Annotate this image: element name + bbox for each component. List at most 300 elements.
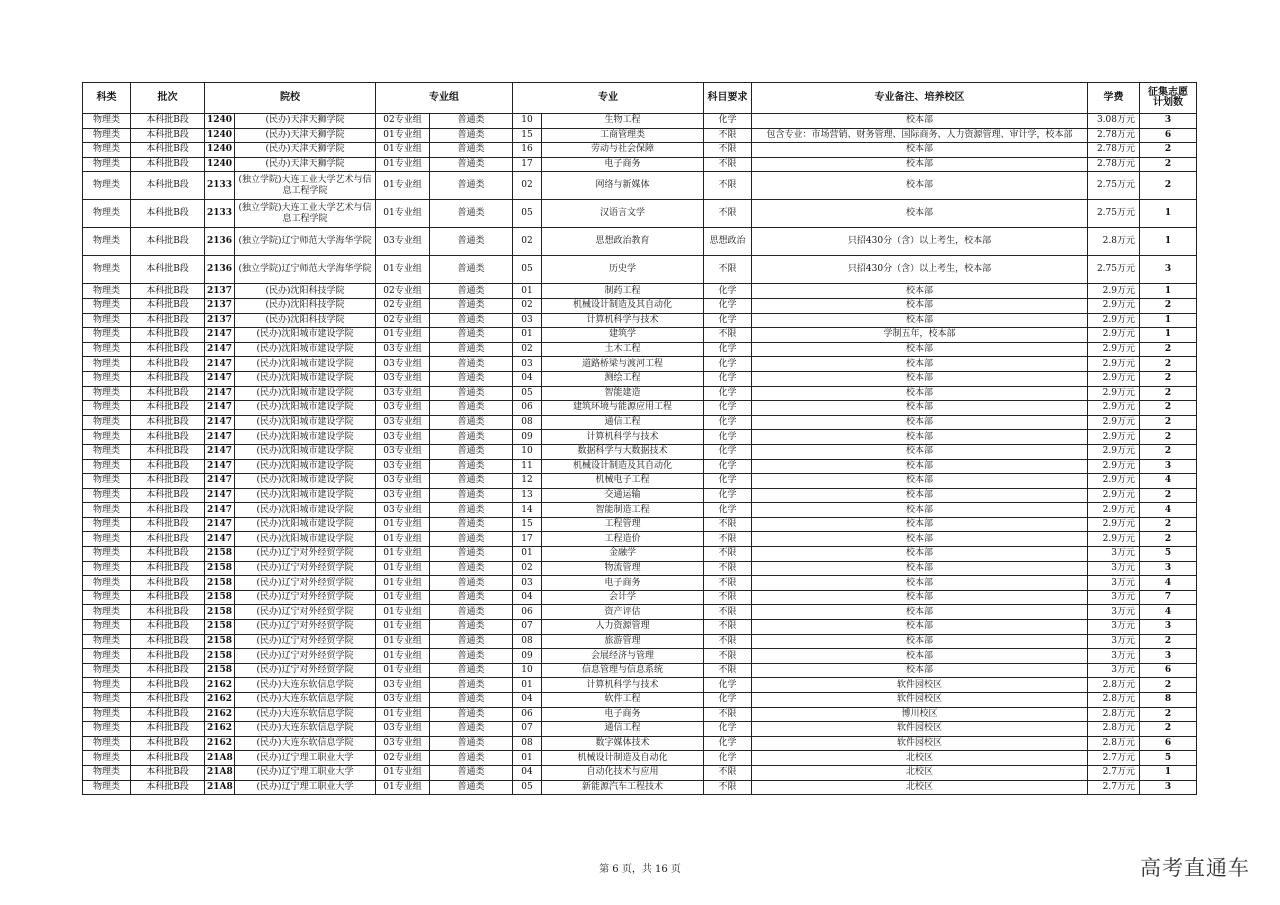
cell-kelei: 物理类 bbox=[83, 114, 131, 129]
cell-school-code: 2133 bbox=[205, 172, 235, 200]
cell-group: 01专业组 bbox=[376, 576, 430, 591]
cell-note: 校本部 bbox=[752, 143, 1088, 158]
cell-pici: 本科批B段 bbox=[131, 342, 205, 357]
cell-school-name: (民办)沈阳城市建设学院 bbox=[235, 430, 376, 445]
cell-group: 01专业组 bbox=[376, 328, 430, 343]
cell-major-code: 06 bbox=[513, 707, 542, 722]
cell-school-name: (民办)沈阳城市建设学院 bbox=[235, 444, 376, 459]
cell-note: 校本部 bbox=[752, 459, 1088, 474]
cell-plan: 1 bbox=[1140, 313, 1197, 328]
cell-subject: 不限 bbox=[704, 576, 752, 591]
cell-group: 03专业组 bbox=[376, 357, 430, 372]
cell-subject: 不限 bbox=[704, 765, 752, 780]
cell-pici: 本科批B段 bbox=[131, 114, 205, 129]
cell-major-code: 12 bbox=[513, 474, 542, 489]
cell-kelei: 物理类 bbox=[83, 357, 131, 372]
cell-plan: 3 bbox=[1140, 256, 1197, 284]
cell-school-code: 2136 bbox=[205, 228, 235, 256]
cell-group: 02专业组 bbox=[376, 751, 430, 766]
cell-major-code: 17 bbox=[513, 532, 542, 547]
cell-group-type: 普通类 bbox=[430, 371, 513, 386]
header-beizhu: 专业备注、培养校区 bbox=[752, 83, 1088, 114]
cell-major-code: 04 bbox=[513, 371, 542, 386]
cell-group-type: 普通类 bbox=[430, 401, 513, 416]
cell-tuition: 3.08万元 bbox=[1088, 114, 1140, 129]
cell-subject: 不限 bbox=[704, 663, 752, 678]
cell-pici: 本科批B段 bbox=[131, 736, 205, 751]
cell-subject: 化学 bbox=[704, 313, 752, 328]
cell-group: 01专业组 bbox=[376, 532, 430, 547]
cell-pici: 本科批B段 bbox=[131, 693, 205, 708]
cell-major-name: 测绘工程 bbox=[542, 371, 704, 386]
cell-school-code: 2162 bbox=[205, 678, 235, 693]
cell-group-type: 普通类 bbox=[430, 256, 513, 284]
cell-group-type: 普通类 bbox=[430, 736, 513, 751]
cell-group: 01专业组 bbox=[376, 649, 430, 664]
cell-school-code: 2147 bbox=[205, 357, 235, 372]
cell-plan: 8 bbox=[1140, 693, 1197, 708]
cell-school-name: (民办)辽宁对外经贸学院 bbox=[235, 561, 376, 576]
cell-major-name: 信息管理与信息系统 bbox=[542, 663, 704, 678]
cell-pici: 本科批B段 bbox=[131, 678, 205, 693]
cell-pici: 本科批B段 bbox=[131, 751, 205, 766]
cell-subject: 化学 bbox=[704, 114, 752, 129]
cell-tuition: 2.9万元 bbox=[1088, 430, 1140, 445]
cell-group: 03专业组 bbox=[376, 430, 430, 445]
cell-group: 03专业组 bbox=[376, 474, 430, 489]
cell-major-name: 旅游管理 bbox=[542, 634, 704, 649]
cell-school-name: (民办)沈阳科技学院 bbox=[235, 313, 376, 328]
cell-school-name: (独立学院)辽宁师范大学海华学院 bbox=[235, 256, 376, 284]
header-yuanxiao: 院校 bbox=[205, 83, 376, 114]
cell-pici: 本科批B段 bbox=[131, 765, 205, 780]
cell-subject: 不限 bbox=[704, 780, 752, 795]
cell-major-name: 道路桥梁与渡河工程 bbox=[542, 357, 704, 372]
cell-school-code: 21A8 bbox=[205, 780, 235, 795]
cell-major-code: 08 bbox=[513, 634, 542, 649]
cell-tuition: 2.9万元 bbox=[1088, 532, 1140, 547]
cell-pici: 本科批B段 bbox=[131, 488, 205, 503]
cell-plan: 2 bbox=[1140, 634, 1197, 649]
cell-major-code: 05 bbox=[513, 780, 542, 795]
cell-note: 校本部 bbox=[752, 357, 1088, 372]
cell-note: 校本部 bbox=[752, 200, 1088, 228]
header-jihua bbox=[1140, 83, 1197, 114]
cell-school-code: 2158 bbox=[205, 547, 235, 562]
cell-group-type: 普通类 bbox=[430, 328, 513, 343]
cell-school-code: 2162 bbox=[205, 707, 235, 722]
cell-pici: 本科批B段 bbox=[131, 561, 205, 576]
table-row bbox=[83, 707, 1197, 722]
cell-kelei: 物理类 bbox=[83, 430, 131, 445]
cell-group: 01专业组 bbox=[376, 561, 430, 576]
cell-group-type: 普通类 bbox=[430, 517, 513, 532]
header-row bbox=[83, 83, 1197, 114]
table-row bbox=[83, 357, 1197, 372]
cell-plan: 4 bbox=[1140, 474, 1197, 489]
cell-subject: 不限 bbox=[704, 328, 752, 343]
cell-plan: 2 bbox=[1140, 172, 1197, 200]
cell-kelei: 物理类 bbox=[83, 765, 131, 780]
cell-group: 02专业组 bbox=[376, 313, 430, 328]
cell-school-code: 2147 bbox=[205, 488, 235, 503]
table-row bbox=[83, 503, 1197, 518]
cell-school-name: (民办)辽宁对外经贸学院 bbox=[235, 620, 376, 635]
cell-major-name: 建筑学 bbox=[542, 328, 704, 343]
cell-note: 校本部 bbox=[752, 663, 1088, 678]
cell-group-type: 普通类 bbox=[430, 459, 513, 474]
cell-major-code: 10 bbox=[513, 444, 542, 459]
cell-pici: 本科批B段 bbox=[131, 474, 205, 489]
cell-major-name: 土木工程 bbox=[542, 342, 704, 357]
cell-subject: 不限 bbox=[704, 561, 752, 576]
cell-note: 包含专业：市场营销、财务管理、国际商务、人力资源管理、审计学，校本部 bbox=[752, 128, 1088, 143]
cell-tuition: 3万元 bbox=[1088, 576, 1140, 591]
cell-tuition: 3万元 bbox=[1088, 547, 1140, 562]
cell-pici: 本科批B段 bbox=[131, 649, 205, 664]
cell-kelei: 物理类 bbox=[83, 474, 131, 489]
cell-school-code: 2147 bbox=[205, 474, 235, 489]
cell-pici: 本科批B段 bbox=[131, 313, 205, 328]
cell-plan: 3 bbox=[1140, 649, 1197, 664]
cell-subject: 化学 bbox=[704, 503, 752, 518]
cell-major-code: 05 bbox=[513, 256, 542, 284]
cell-major-name: 制药工程 bbox=[542, 284, 704, 299]
cell-subject: 化学 bbox=[704, 284, 752, 299]
cell-major-code: 13 bbox=[513, 488, 542, 503]
cell-subject: 不限 bbox=[704, 605, 752, 620]
table-row bbox=[83, 143, 1197, 158]
cell-note: 校本部 bbox=[752, 532, 1088, 547]
cell-group-type: 普通类 bbox=[430, 284, 513, 299]
table-row bbox=[83, 474, 1197, 489]
cell-tuition: 2.9万元 bbox=[1088, 517, 1140, 532]
cell-school-code: 2158 bbox=[205, 590, 235, 605]
cell-major-name: 历史学 bbox=[542, 256, 704, 284]
cell-school-code: 2133 bbox=[205, 200, 235, 228]
cell-school-code: 2162 bbox=[205, 693, 235, 708]
cell-major-name: 计算机科学与技术 bbox=[542, 430, 704, 445]
cell-major-name: 网络与新媒体 bbox=[542, 172, 704, 200]
cell-subject: 化学 bbox=[704, 386, 752, 401]
cell-major-code: 07 bbox=[513, 620, 542, 635]
cell-school-code: 2158 bbox=[205, 663, 235, 678]
cell-major-code: 01 bbox=[513, 328, 542, 343]
cell-note: 北校区 bbox=[752, 765, 1088, 780]
cell-school-name: (民办)沈阳城市建设学院 bbox=[235, 415, 376, 430]
table-row bbox=[83, 765, 1197, 780]
cell-plan: 2 bbox=[1140, 517, 1197, 532]
cell-plan: 2 bbox=[1140, 532, 1197, 547]
cell-major-name: 智能建造 bbox=[542, 386, 704, 401]
cell-school-name: (民办)辽宁对外经贸学院 bbox=[235, 605, 376, 620]
cell-school-code: 2147 bbox=[205, 503, 235, 518]
cell-school-code: 2147 bbox=[205, 328, 235, 343]
cell-group-type: 普通类 bbox=[430, 228, 513, 256]
header-jihua-line1: 征集志愿 bbox=[1148, 87, 1188, 98]
cell-note: 软件园校区 bbox=[752, 722, 1088, 737]
cell-subject: 不限 bbox=[704, 128, 752, 143]
cell-note: 校本部 bbox=[752, 561, 1088, 576]
cell-plan: 3 bbox=[1140, 780, 1197, 795]
cell-school-code: 2158 bbox=[205, 576, 235, 591]
cell-plan: 5 bbox=[1140, 751, 1197, 766]
cell-school-code: 2147 bbox=[205, 459, 235, 474]
cell-pici: 本科批B段 bbox=[131, 401, 205, 416]
table-row bbox=[83, 620, 1197, 635]
cell-school-code: 2147 bbox=[205, 532, 235, 547]
cell-group-type: 普通类 bbox=[430, 605, 513, 620]
cell-major-code: 08 bbox=[513, 415, 542, 430]
table-row bbox=[83, 313, 1197, 328]
cell-subject: 不限 bbox=[704, 649, 752, 664]
cell-pici: 本科批B段 bbox=[131, 547, 205, 562]
cell-school-name: (民办)沈阳科技学院 bbox=[235, 284, 376, 299]
table-row bbox=[83, 605, 1197, 620]
cell-school-name: (民办)沈阳城市建设学院 bbox=[235, 517, 376, 532]
cell-major-code: 06 bbox=[513, 401, 542, 416]
cell-tuition: 2.9万元 bbox=[1088, 371, 1140, 386]
cell-major-name: 数字媒体技术 bbox=[542, 736, 704, 751]
cell-major-code: 02 bbox=[513, 342, 542, 357]
cell-group: 01专业组 bbox=[376, 620, 430, 635]
cell-note: 校本部 bbox=[752, 172, 1088, 200]
cell-note: 校本部 bbox=[752, 284, 1088, 299]
cell-kelei: 物理类 bbox=[83, 444, 131, 459]
cell-pici: 本科批B段 bbox=[131, 128, 205, 143]
cell-plan: 2 bbox=[1140, 444, 1197, 459]
cell-school-code: 1240 bbox=[205, 143, 235, 158]
cell-subject: 化学 bbox=[704, 459, 752, 474]
cell-subject: 化学 bbox=[704, 722, 752, 737]
table-row bbox=[83, 386, 1197, 401]
cell-group: 03专业组 bbox=[376, 722, 430, 737]
cell-kelei: 物理类 bbox=[83, 284, 131, 299]
table-row bbox=[83, 517, 1197, 532]
cell-major-code: 05 bbox=[513, 386, 542, 401]
table-row bbox=[83, 430, 1197, 445]
cell-group: 03专业组 bbox=[376, 371, 430, 386]
cell-school-code: 2158 bbox=[205, 561, 235, 576]
cell-tuition: 3万元 bbox=[1088, 605, 1140, 620]
table-row bbox=[83, 128, 1197, 143]
cell-major-code: 01 bbox=[513, 547, 542, 562]
cell-major-name: 软件工程 bbox=[542, 693, 704, 708]
cell-plan: 2 bbox=[1140, 342, 1197, 357]
cell-group-type: 普通类 bbox=[430, 765, 513, 780]
cell-tuition: 2.9万元 bbox=[1088, 474, 1140, 489]
cell-kelei: 物理类 bbox=[83, 371, 131, 386]
table-row bbox=[83, 590, 1197, 605]
cell-note: 校本部 bbox=[752, 517, 1088, 532]
cell-major-name: 金融学 bbox=[542, 547, 704, 562]
cell-note: 校本部 bbox=[752, 634, 1088, 649]
cell-school-name: (民办)沈阳城市建设学院 bbox=[235, 488, 376, 503]
cell-group: 01专业组 bbox=[376, 663, 430, 678]
cell-kelei: 物理类 bbox=[83, 256, 131, 284]
cell-note: 校本部 bbox=[752, 430, 1088, 445]
cell-kelei: 物理类 bbox=[83, 693, 131, 708]
table-row bbox=[83, 200, 1197, 228]
header-jihua-line2: 计划数 bbox=[1153, 97, 1183, 108]
cell-school-code: 2158 bbox=[205, 649, 235, 664]
cell-kelei: 物理类 bbox=[83, 561, 131, 576]
cell-plan: 2 bbox=[1140, 298, 1197, 313]
cell-pici: 本科批B段 bbox=[131, 371, 205, 386]
cell-kelei: 物理类 bbox=[83, 649, 131, 664]
table-row bbox=[83, 488, 1197, 503]
cell-tuition: 2.9万元 bbox=[1088, 284, 1140, 299]
cell-group: 01专业组 bbox=[376, 256, 430, 284]
cell-kelei: 物理类 bbox=[83, 157, 131, 172]
cell-major-name: 物流管理 bbox=[542, 561, 704, 576]
cell-note: 校本部 bbox=[752, 605, 1088, 620]
cell-major-name: 通信工程 bbox=[542, 415, 704, 430]
cell-note: 只招430分（含）以上考生，校本部 bbox=[752, 256, 1088, 284]
cell-school-name: (民办)沈阳城市建设学院 bbox=[235, 503, 376, 518]
cell-pici: 本科批B段 bbox=[131, 620, 205, 635]
cell-kelei: 物理类 bbox=[83, 328, 131, 343]
cell-subject: 化学 bbox=[704, 488, 752, 503]
cell-kelei: 物理类 bbox=[83, 459, 131, 474]
cell-subject: 化学 bbox=[704, 415, 752, 430]
table-row bbox=[83, 561, 1197, 576]
cell-major-code: 03 bbox=[513, 357, 542, 372]
cell-major-name: 工商管理类 bbox=[542, 128, 704, 143]
cell-major-code: 16 bbox=[513, 143, 542, 158]
cell-plan: 2 bbox=[1140, 386, 1197, 401]
table-row bbox=[83, 228, 1197, 256]
cell-subject: 不限 bbox=[704, 620, 752, 635]
cell-group-type: 普通类 bbox=[430, 342, 513, 357]
cell-group-type: 普通类 bbox=[430, 693, 513, 708]
cell-school-code: 2158 bbox=[205, 634, 235, 649]
table-row bbox=[83, 401, 1197, 416]
cell-subject: 不限 bbox=[704, 172, 752, 200]
cell-major-code: 08 bbox=[513, 736, 542, 751]
cell-school-name: (民办)沈阳城市建设学院 bbox=[235, 328, 376, 343]
cell-note: 北校区 bbox=[752, 780, 1088, 795]
cell-major-code: 09 bbox=[513, 649, 542, 664]
cell-kelei: 物理类 bbox=[83, 298, 131, 313]
cell-kelei: 物理类 bbox=[83, 634, 131, 649]
cell-pici: 本科批B段 bbox=[131, 298, 205, 313]
cell-tuition: 2.8万元 bbox=[1088, 736, 1140, 751]
cell-tuition: 2.9万元 bbox=[1088, 401, 1140, 416]
cell-pici: 本科批B段 bbox=[131, 386, 205, 401]
cell-major-name: 人力资源管理 bbox=[542, 620, 704, 635]
cell-plan: 2 bbox=[1140, 707, 1197, 722]
cell-plan: 2 bbox=[1140, 722, 1197, 737]
cell-tuition: 2.9万元 bbox=[1088, 342, 1140, 357]
cell-pici: 本科批B段 bbox=[131, 357, 205, 372]
cell-tuition: 2.8万元 bbox=[1088, 678, 1140, 693]
cell-tuition: 2.9万元 bbox=[1088, 328, 1140, 343]
cell-group-type: 普通类 bbox=[430, 561, 513, 576]
cell-plan: 2 bbox=[1140, 357, 1197, 372]
cell-group-type: 普通类 bbox=[430, 532, 513, 547]
cell-major-name: 工程造价 bbox=[542, 532, 704, 547]
cell-plan: 2 bbox=[1140, 678, 1197, 693]
cell-major-code: 02 bbox=[513, 298, 542, 313]
cell-subject: 不限 bbox=[704, 143, 752, 158]
cell-plan: 1 bbox=[1140, 765, 1197, 780]
cell-tuition: 2.78万元 bbox=[1088, 143, 1140, 158]
cell-school-name: (民办)沈阳城市建设学院 bbox=[235, 386, 376, 401]
table-row bbox=[83, 547, 1197, 562]
cell-major-code: 11 bbox=[513, 459, 542, 474]
cell-group-type: 普通类 bbox=[430, 298, 513, 313]
cell-school-name: (民办)辽宁理工职业大学 bbox=[235, 751, 376, 766]
cell-kelei: 物理类 bbox=[83, 663, 131, 678]
cell-school-name: (民办)沈阳城市建设学院 bbox=[235, 459, 376, 474]
cell-group-type: 普通类 bbox=[430, 576, 513, 591]
cell-school-name: (独立学院)大连工业大学艺术与信息工程学院 bbox=[235, 200, 376, 228]
cell-group-type: 普通类 bbox=[430, 313, 513, 328]
cell-subject: 化学 bbox=[704, 342, 752, 357]
cell-note: 校本部 bbox=[752, 298, 1088, 313]
cell-school-code: 2147 bbox=[205, 342, 235, 357]
cell-school-code: 2137 bbox=[205, 284, 235, 299]
cell-school-code: 2147 bbox=[205, 415, 235, 430]
cell-kelei: 物理类 bbox=[83, 576, 131, 591]
cell-school-code: 2147 bbox=[205, 401, 235, 416]
cell-pici: 本科批B段 bbox=[131, 200, 205, 228]
cell-group: 03专业组 bbox=[376, 415, 430, 430]
table-row bbox=[83, 114, 1197, 129]
cell-tuition: 2.9万元 bbox=[1088, 488, 1140, 503]
cell-kelei: 物理类 bbox=[83, 228, 131, 256]
watermark: 高考直通车 bbox=[1140, 856, 1250, 880]
cell-major-code: 01 bbox=[513, 678, 542, 693]
cell-major-name: 通信工程 bbox=[542, 722, 704, 737]
cell-school-name: (民办)辽宁对外经贸学院 bbox=[235, 576, 376, 591]
cell-kelei: 物理类 bbox=[83, 200, 131, 228]
cell-tuition: 3万元 bbox=[1088, 663, 1140, 678]
cell-group-type: 普通类 bbox=[430, 474, 513, 489]
cell-major-name: 计算机科学与技术 bbox=[542, 313, 704, 328]
cell-major-name: 机械电子工程 bbox=[542, 474, 704, 489]
cell-group-type: 普通类 bbox=[430, 663, 513, 678]
cell-major-name: 机械设计制造及自动化 bbox=[542, 751, 704, 766]
cell-kelei: 物理类 bbox=[83, 722, 131, 737]
cell-note: 博川校区 bbox=[752, 707, 1088, 722]
cell-tuition: 2.8万元 bbox=[1088, 722, 1140, 737]
cell-pici: 本科批B段 bbox=[131, 663, 205, 678]
cell-note: 只招430分（含）以上考生，校本部 bbox=[752, 228, 1088, 256]
cell-plan: 1 bbox=[1140, 228, 1197, 256]
cell-pici: 本科批B段 bbox=[131, 459, 205, 474]
cell-subject: 化学 bbox=[704, 693, 752, 708]
cell-school-code: 1240 bbox=[205, 114, 235, 129]
table-row bbox=[83, 678, 1197, 693]
cell-major-name: 数据科学与大数据技术 bbox=[542, 444, 704, 459]
cell-pici: 本科批B段 bbox=[131, 590, 205, 605]
cell-tuition: 2.8万元 bbox=[1088, 228, 1140, 256]
cell-group-type: 普通类 bbox=[430, 114, 513, 129]
cell-group: 03专业组 bbox=[376, 444, 430, 459]
cell-pici: 本科批B段 bbox=[131, 707, 205, 722]
cell-note: 校本部 bbox=[752, 342, 1088, 357]
cell-subject: 化学 bbox=[704, 371, 752, 386]
cell-note: 学制五年，校本部 bbox=[752, 328, 1088, 343]
cell-major-code: 03 bbox=[513, 576, 542, 591]
cell-group: 02专业组 bbox=[376, 284, 430, 299]
cell-subject: 化学 bbox=[704, 678, 752, 693]
table-row bbox=[83, 649, 1197, 664]
cell-school-name: (民办)沈阳城市建设学院 bbox=[235, 342, 376, 357]
cell-plan: 3 bbox=[1140, 114, 1197, 129]
